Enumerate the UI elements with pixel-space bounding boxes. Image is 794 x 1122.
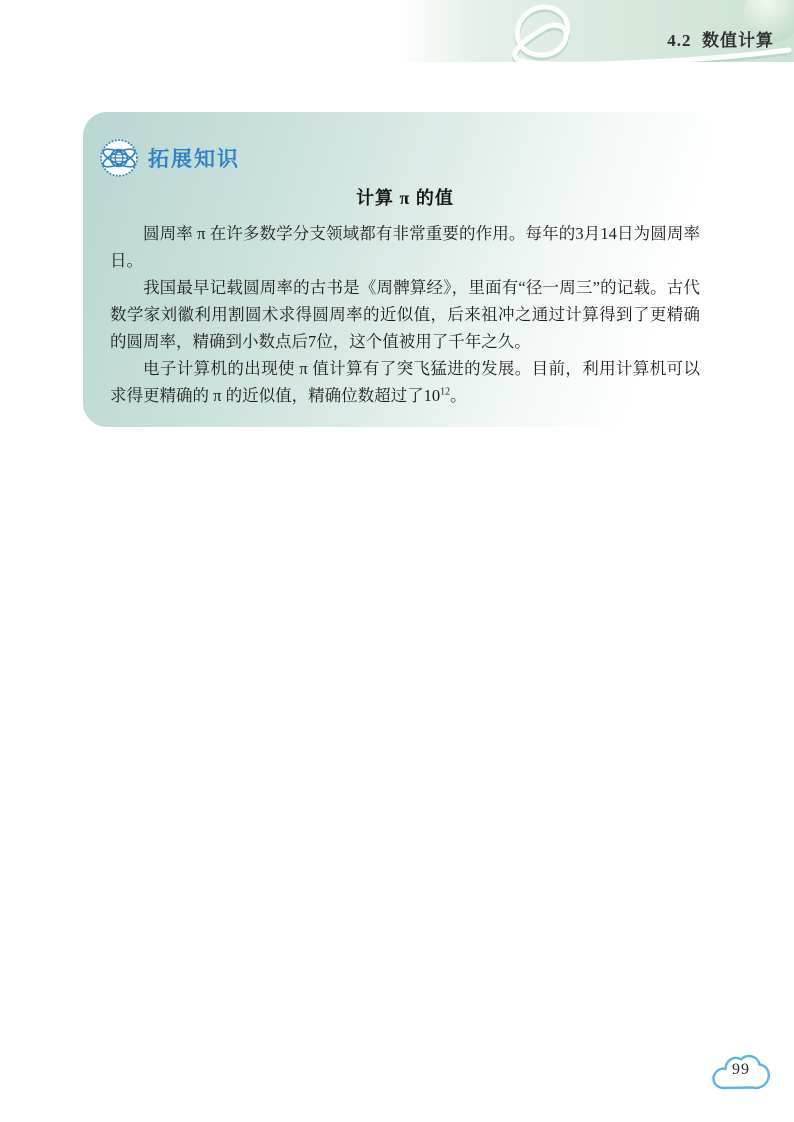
globe-orbit-icon — [99, 138, 139, 178]
power-base: 10 — [423, 386, 441, 405]
page-number: 99 — [732, 1061, 750, 1078]
paragraph-3-text: 电子计算机的出现使 π 值计算有了突飞猛进的发展。目前，利用计算机可以求得更精确的 π 的近似值，精确位数超过了 — [110, 359, 700, 405]
paragraph-2: 我国最早记载圆周率的古书是《周髀算经》，里面有“径一周三”的记载。古代数学家刘徽利用割圆术求得圆周率的近似值，后来祖冲之通过计算得到了更精确的圆周率，精确到小数点后7位，这个值被用了千年之久。 — [110, 278, 700, 351]
paragraph-3 — [110, 355, 700, 409]
paragraph-1: 圆周率 π 在许多数学分支领域都有非常重要的作用。每年的3月14日为圆周率日。 — [110, 224, 700, 270]
article-title: 计算 π 的值 — [356, 188, 454, 208]
page-number-cloud — [710, 1052, 772, 1096]
knowledge-badge-label: 拓展知识 — [148, 148, 240, 171]
knowledge-box-header — [99, 138, 700, 178]
section-heading: 4.2 数值计算 — [667, 31, 774, 50]
article-body — [110, 220, 700, 409]
knowledge-box — [83, 112, 715, 427]
power-exponent: 12 — [440, 386, 451, 398]
header-band — [397, 0, 794, 62]
paragraph-3-tail: 。 — [450, 386, 467, 405]
